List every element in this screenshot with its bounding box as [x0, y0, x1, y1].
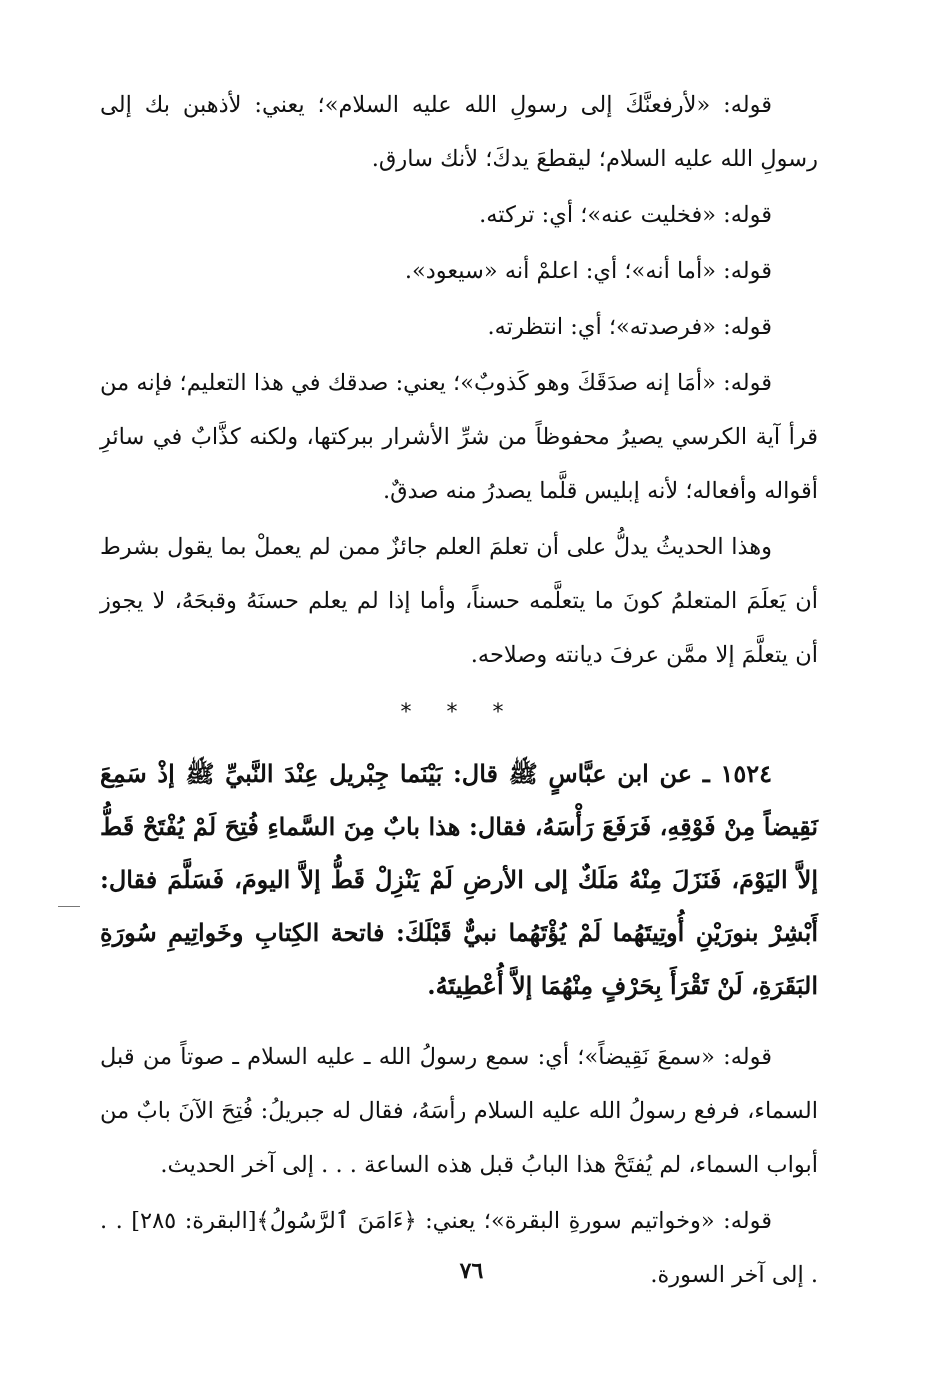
commentary-paragraph-2: قوله: «فخليت عنه»؛ أي: تركته.: [479, 202, 772, 228]
hadith-text: ١٥٢٤ ـ عن ابن عبَّاسٍ ﷺ قال: بَيْنَما جِبْريل عِنْدَ النَّبيِّ ﷺ إذْ سَمِعَ نَقِيضاً مِنْ فَوْقِهِ، فَرَفَعَ رَأْسَهُ، فقال: هذا بابٌ مِنَ السَّماءِ فُتِحَ لَمْ يُفْتَحْ قَطُّ إلاَّ اليَوْمَ، فَنَزَلَ مِنْهُ مَلَكٌ إلى الأرضِ لَمْ يَنْزِلْ قَطُّ إلاَّ اليومَ، فَسَلَّمَ فقال: أَبْشِرْ بنورَيْنِ أُوتِيتَهُما لَمْ يُؤْتَهُما نبيٌّ قَبْلَكَ: فاتحة الكِتابِ وخَواتِيمِ سُورَةِ البَقَرَةِ، لَنْ تَقْرَأَ بِحَرْفٍ مِنْهُمَا إلاَّ أُعْطِيتَهُ.: [100, 759, 818, 1000]
commentary-paragraph-6: وهذا الحديثُ يدلُّ على أن تعلمَ العلم جائزٌ ممن لم يعملْ بما يقول بشرط أن يَعلَمَ المتعلمُ كونَ ما يتعلَّمه حسناً، وأما إذا لم يعلم حسنَهُ وقبحَهُ، لا يجوز أن يتعلَّمَ إلا ممَّن عرفَ ديانته وصلاحه.: [100, 534, 818, 668]
commentary-paragraph-1: قوله: «لأرفعنَّكَ إلى رسولِ الله عليه السلام»؛ يعني: لأذهبن بك إلى رسولِ الله عليه السلام؛ ليقطعَ يدكَ؛ لأنك سارق.: [100, 92, 818, 172]
margin-mark: [58, 906, 80, 907]
commentary-paragraph-3: قوله: «أما أنه»؛ أي: اعلمْ أنه «سيعود».: [404, 258, 772, 284]
commentary-paragraph-4: قوله: «فرصدته»؛ أي: انتظرته.: [487, 314, 772, 340]
section-separator: * * *: [400, 700, 518, 725]
hadith-commentary-1: قوله: «سمعَ نَقِيضاً»؛ أي: سمع رسولُ الله ـ عليه السلام ـ صوتاً من قبل السماء، فرفع رسولُ الله عليه السلام رأسَهُ، فقال له جبريلُ: فُتِحَ الآنَ بابٌ من أبواب السماء، لم يُفتَحْ هذا البابُ قبل هذه الساعة . . . إلى آخر الحديث.: [100, 1044, 818, 1178]
commentary-paragraph-5: قوله: «أمَا إنه صدَقَكَ وهو كَذوبٌ»؛ يعني: صدقك في هذا التعليم؛ فإنه من قرأ آية الكرسي يصيرُ محفوظاً من شرِّ الأشرار ببركتها، ولكنه كذَّابٌ في سائرِ أقواله وأفعاله؛ لأنه إبليس قلَّما يصدرُ منه صدقٌ.: [100, 370, 818, 504]
page-number: ٧٦: [459, 1258, 484, 1284]
hadith-commentary-2: قوله: «وخواتيم سورةِ البقرة»؛ يعني: ﴿ءَامَنَ ٱلرَّسُولُ﴾[البقرة: ٢٨٥] . . . إلى آخر السورة.: [100, 1208, 818, 1288]
